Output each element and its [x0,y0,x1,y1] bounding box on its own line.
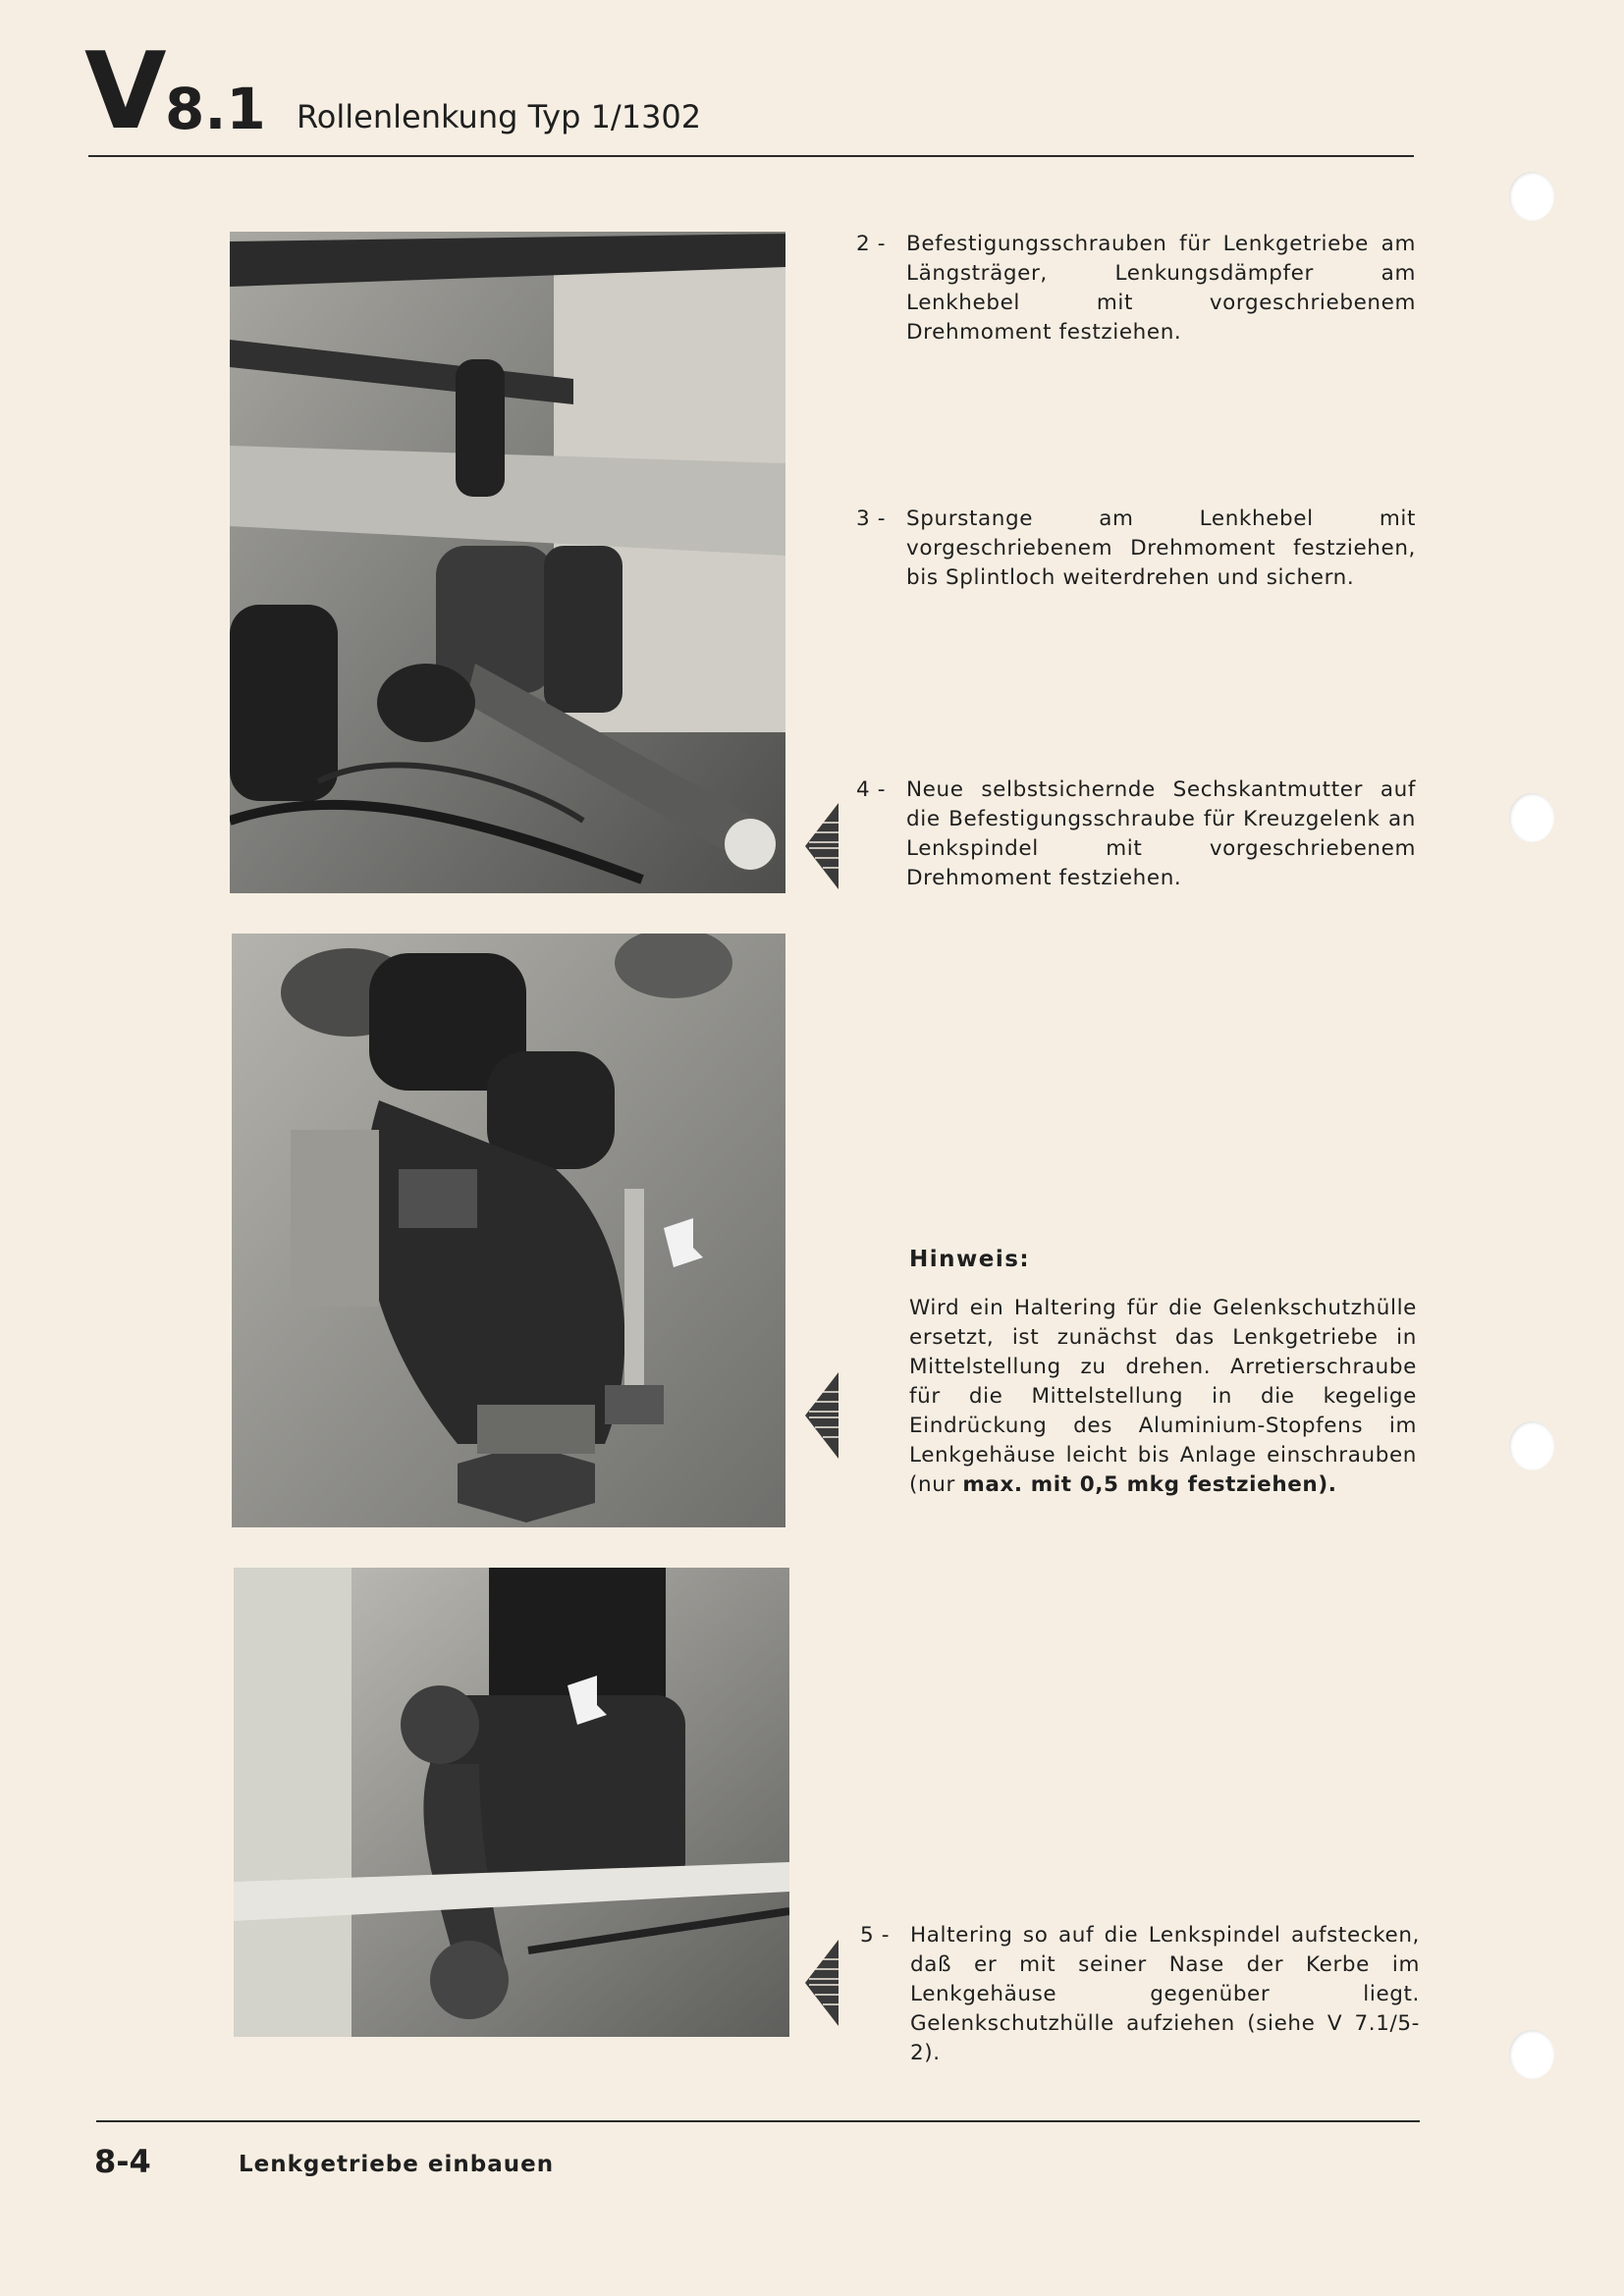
step-text: Spurstange am Lenkhebel mit vorgeschriebenem Drehmoment festziehen, bis Splintloch weiterdrehen und sichern. [906,507,1416,590]
note-body [909,1294,1417,1500]
photo-steering-linkage [230,232,785,893]
punch-hole [1509,793,1554,842]
step-number: 4 - [856,777,887,802]
step-3 [856,505,1416,603]
page-title: Rollenlenkung Typ 1/1302 [297,98,702,135]
step-4 [856,775,1416,903]
punch-hole [1509,1421,1554,1470]
note-emphasis: max. mit 0,5 mkg festziehen). [962,1472,1337,1497]
punch-hole [1509,2030,1554,2079]
section-letter: V [84,30,165,153]
note-title: Hinweis: [909,1247,1031,1272]
pointer-arrow-icon [805,1372,839,1459]
page-number: 8-4 [94,2143,151,2180]
step-text: Befestigungsschrauben für Lenkgetriebe am Längsträger, Lenkungsdämpfer am Lenkhebel mit vorgeschriebenem Drehmoment festziehen. [906,232,1416,345]
photo-retaining-ring [234,1568,789,2037]
punch-hole [1509,172,1554,221]
step-number: 2 - [856,232,887,256]
pointer-arrow-icon [805,803,839,889]
step-number: 5 - [860,1923,891,1948]
header-divider [88,155,1414,157]
footer-title: Lenkgetriebe einbauen [239,2152,555,2177]
note-text: Wird ein Haltering für die Gelenkschutzhülle ersetzt, ist zunächst das Lenkgetriebe in Mittelstellung zu drehen. Arretierschraube für die Mittelstellung in die kegelige Eindrückung des Aluminium-Stopfens im Lenkgehäuse leicht bis Anlage einschrauben (nur [909,1296,1417,1497]
step-text: Neue selbstsichernde Sechskantmutter auf die Befestigungsschraube für Kreuzgelenk an Lenkspindel mit vorgeschriebenem Drehmoment festziehen. [906,777,1416,890]
step-5 [860,1921,1420,2065]
step-2 [856,230,1416,345]
photo-steering-gear-adjust [232,934,785,1527]
pointer-arrow-icon [805,1940,839,2026]
footer-divider [96,2120,1420,2122]
step-number: 3 - [856,507,887,531]
step-text: Haltering so auf die Lenkspindel aufstecken, daß er mit seiner Nase der Kerbe im Lenkgehäuse gegenüber liegt. Gelenkschutzhülle aufziehen (siehe V 7.1/5-2). [910,1923,1420,2065]
section-number: 8.1 [165,76,266,142]
